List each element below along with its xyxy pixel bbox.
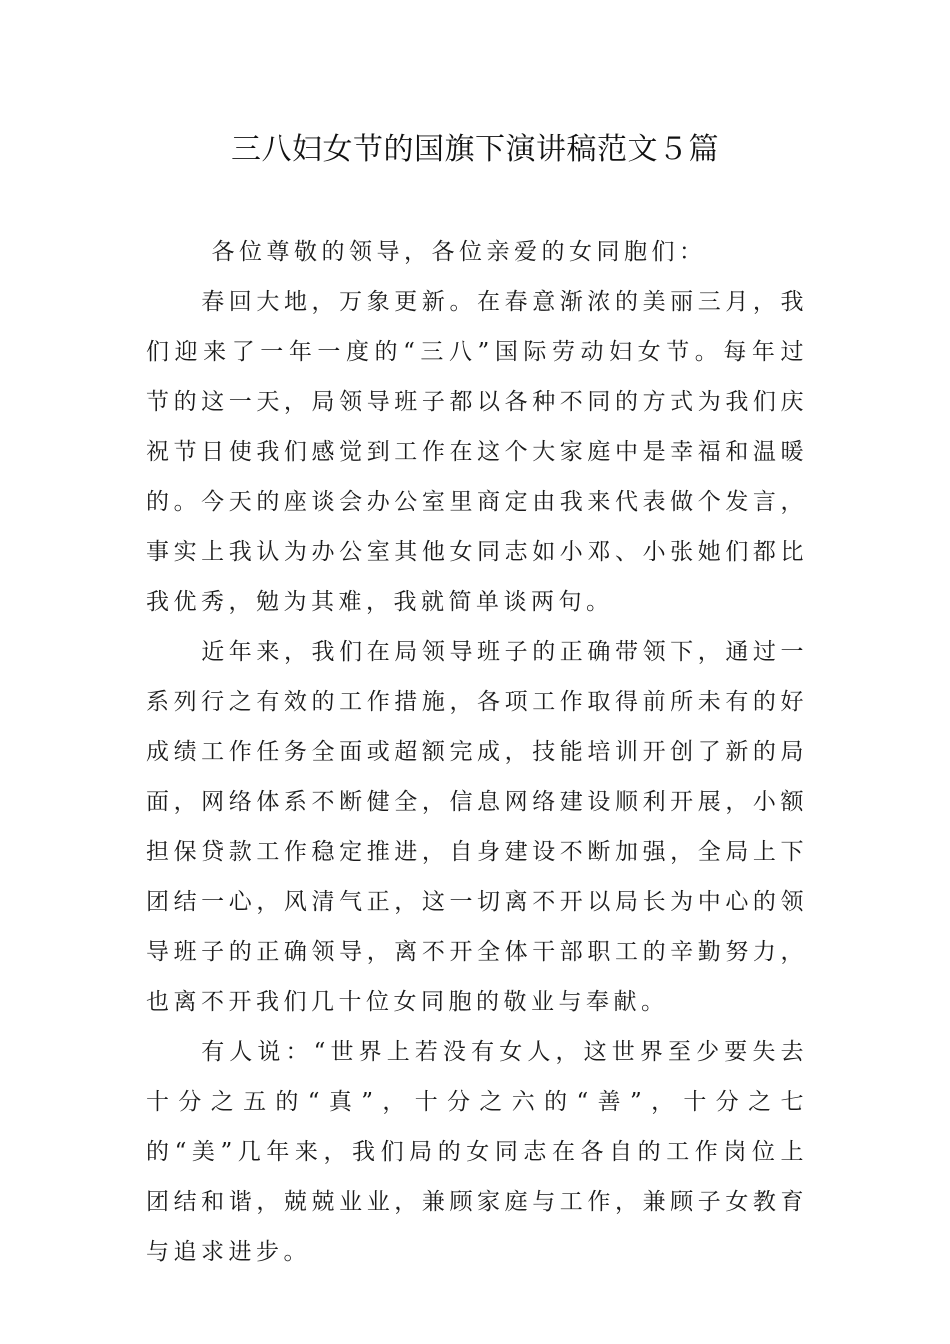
salutation-paragraph: 各位尊敬的领导，各位亲爱的女同胞们： [211,239,707,265]
body-paragraph: 有人说：“世界上若没有女人，这世界至少要失去十分之五的“真”，十分之六的“善”，十分之七的“美”几年来，我们局的女同志在各自的工作岗位上团结和谐，兢兢业业，兼顾家庭与工作，兼顾子女教育与追求进步。 [146,1039,808,1265]
document-title: 三八妇女节的国旗下演讲稿范文５篇 [231,132,719,167]
document-body [146,227,808,1277]
body-paragraph: 近年来，我们在局领导班子的正确带领下，通过一系列行之有效的工作措施，各项工作取得前所未有的好成绩工作任务全面或超额完成，技能培训开创了新的局面，网络体系不断健全，信息网络建设顺利开展，小额担保贷款工作稳定推进，自身建设不断加强，全局上下团结一心，风清气正，这一切离不开以局长为中心的领导班子的正确领导，离不开全体干部职工的辛勤努力，也离不开我们几十位女同胞的敬业与奉献。 [146,639,808,1015]
body-paragraph: 春回大地，万象更新。在春意渐浓的美丽三月，我们迎来了一年一度的“三八”国际劳动妇女节。每年过节的这一天，局领导班子都以各种不同的方式为我们庆祝节日使我们感觉到工作在这个大家庭中是幸福和温暖的。今天的座谈会办公室里商定由我来代表做个发言，事实上我认为办公室其他女同志如小邓、小张她们都比我优秀，勉为其难，我就简单谈两句。 [146,289,808,615]
